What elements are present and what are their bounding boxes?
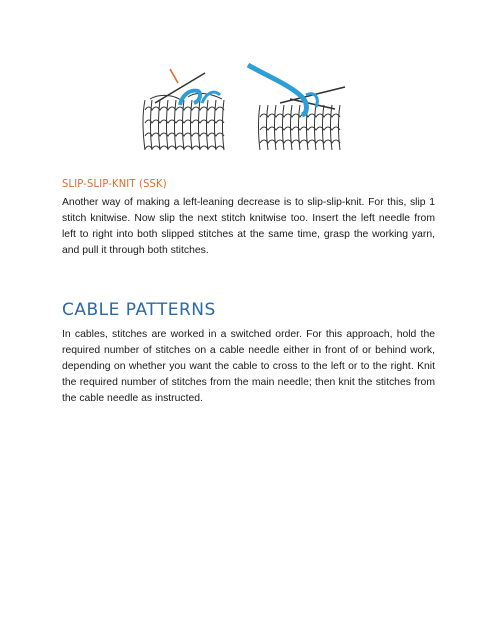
- right-needles: [248, 65, 345, 115]
- left-knit-swatch: [143, 93, 224, 150]
- cable-patterns-heading: CABLE PATTERNS: [62, 300, 216, 320]
- right-knit-swatch: [259, 105, 341, 150]
- cable-patterns-paragraph: In cables, stitches are worked in a switched order. For this approach, hold the required number of stitches on a cable needle either in front of or behind work, depending on whether you want the cable to cross to the left or to the right. Knit the required number of stitches from the main needle; then knit the stitches from the cable needle as instructed.: [62, 329, 435, 404]
- ssk-paragraph: Another way of making a left-leaning decrease is to slip-slip-knit. For this, slip 1 stitch knitwise. Now slip the next stitch knitwise too. Insert the left needle from left to right into both slipped stitches at the same time, grasp the working yarn, and pull it through both stitches.: [62, 197, 435, 256]
- left-needles: [155, 69, 220, 105]
- knitting-illustration: [130, 55, 360, 155]
- ssk-heading: SLIP-SLIP-KNIT (SSK): [62, 177, 167, 190]
